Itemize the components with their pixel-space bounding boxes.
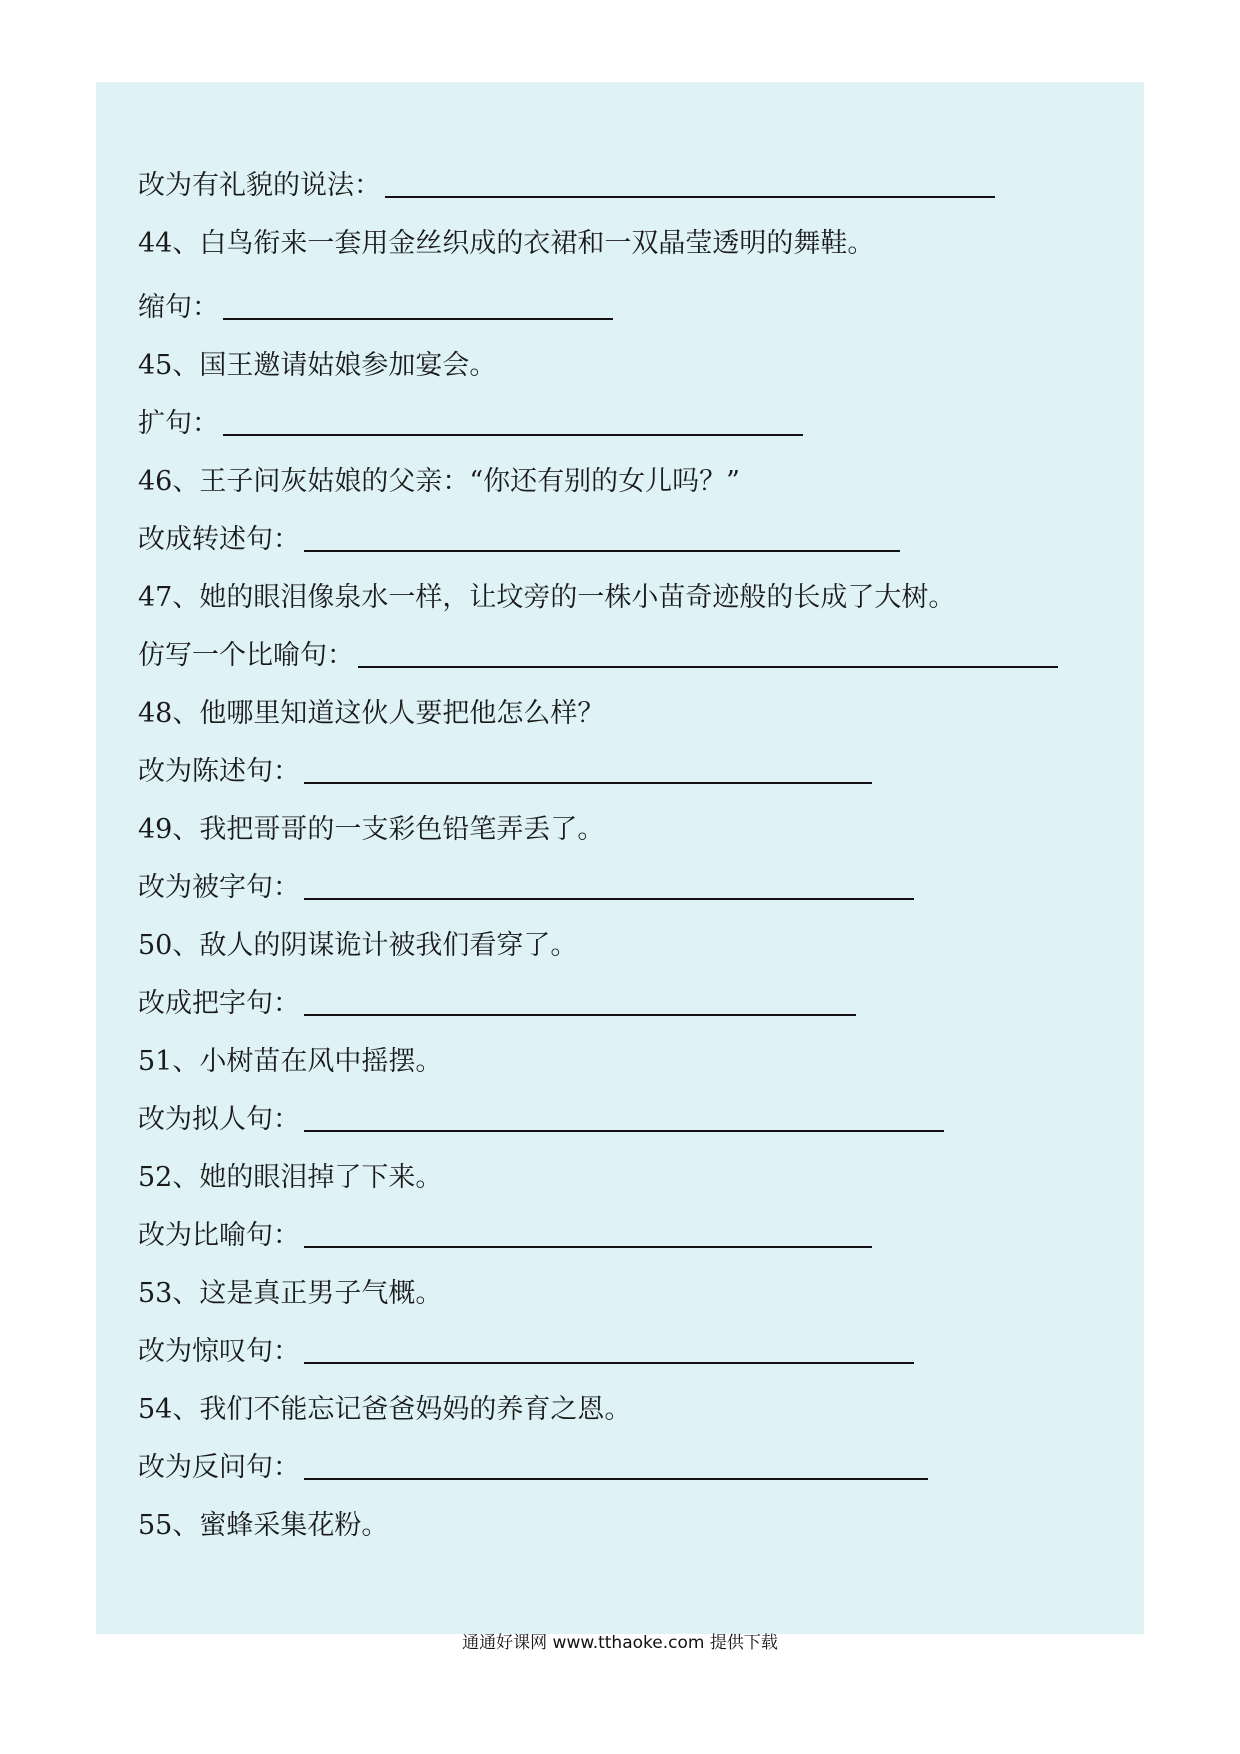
prompt-label: 仿写一个比喻句： bbox=[138, 640, 354, 671]
question-49 bbox=[138, 810, 604, 850]
prompt-label: 改成把字句： bbox=[138, 988, 300, 1019]
prompt-label: 改为比喻句： bbox=[138, 1220, 300, 1251]
answer-line-52 bbox=[138, 1216, 872, 1256]
question-text: 44、白鸟衔来一套用金丝织成的衣裙和一双晶莹透明的舞鞋。 bbox=[138, 228, 875, 259]
question-text: 47、她的眼泪像泉水一样，让坟旁的一株小苗奇迹般的长成了大树。 bbox=[138, 582, 956, 613]
question-text: 53、这是真正男子气概。 bbox=[138, 1278, 443, 1309]
answer-line-46 bbox=[138, 520, 900, 560]
prompt-label: 缩句： bbox=[138, 292, 219, 323]
answer-blank[interactable] bbox=[304, 1220, 872, 1248]
question-text: 45、国王邀请姑娘参加宴会。 bbox=[138, 350, 497, 381]
answer-line-54 bbox=[138, 1448, 928, 1488]
prompt-label: 改为被字句： bbox=[138, 872, 300, 903]
answer-blank[interactable] bbox=[358, 640, 1058, 668]
question-text: 52、她的眼泪掉了下来。 bbox=[138, 1162, 443, 1193]
answer-blank[interactable] bbox=[385, 170, 995, 198]
answer-blank[interactable] bbox=[304, 988, 856, 1016]
answer-line-53 bbox=[138, 1332, 914, 1372]
question-text: 51、小树苗在风中摇摆。 bbox=[138, 1046, 443, 1077]
question-48 bbox=[138, 694, 604, 734]
prompt-label: 改为反问句： bbox=[138, 1452, 300, 1483]
question-text: 48、他哪里知道这伙人要把他怎么样？ bbox=[138, 698, 605, 729]
answer-line-50 bbox=[138, 984, 856, 1024]
answer-blank[interactable] bbox=[304, 1452, 928, 1480]
answer-line-51 bbox=[138, 1100, 944, 1140]
question-text: 49、我把哥哥的一支彩色铅笔弄丢了。 bbox=[138, 814, 605, 845]
question-53 bbox=[138, 1274, 442, 1314]
prompt-label: 改为陈述句： bbox=[138, 756, 300, 787]
question-text: 46、王子问灰姑娘的父亲：“你还有别的女儿吗？” bbox=[138, 466, 740, 497]
question-54 bbox=[138, 1390, 631, 1430]
question-46 bbox=[138, 462, 740, 502]
answer-blank[interactable] bbox=[304, 1104, 944, 1132]
question-55 bbox=[138, 1506, 388, 1546]
question-52 bbox=[138, 1158, 442, 1198]
answer-line-45 bbox=[138, 404, 803, 444]
answer-line-48 bbox=[138, 752, 872, 792]
answer-blank[interactable] bbox=[304, 756, 872, 784]
question-47 bbox=[138, 578, 955, 618]
answer-line-47 bbox=[138, 636, 1058, 676]
question-51 bbox=[138, 1042, 442, 1082]
prompt-label: 改为拟人句： bbox=[138, 1104, 300, 1135]
answer-blank[interactable] bbox=[304, 1336, 914, 1364]
page-footer: 通通好课网 www.tthaoke.com 提供下载 bbox=[462, 1633, 778, 1653]
question-44 bbox=[138, 224, 874, 264]
answer-blank[interactable] bbox=[223, 408, 803, 436]
answer-line-polite bbox=[138, 166, 995, 206]
answer-line-44 bbox=[138, 288, 613, 328]
prompt-label: 改成转述句： bbox=[138, 524, 300, 555]
question-50 bbox=[138, 926, 577, 966]
answer-line-49 bbox=[138, 868, 914, 908]
answer-blank[interactable] bbox=[304, 524, 900, 552]
prompt-label: 改为惊叹句： bbox=[138, 1336, 300, 1367]
question-text: 55、蜜蜂采集花粉。 bbox=[138, 1510, 389, 1541]
prompt-label: 扩句： bbox=[138, 408, 219, 439]
question-45 bbox=[138, 346, 496, 386]
question-text: 50、敌人的阴谋诡计被我们看穿了。 bbox=[138, 930, 578, 961]
worksheet-panel bbox=[96, 82, 1144, 1634]
prompt-label: 改为有礼貌的说法： bbox=[138, 170, 381, 201]
question-text: 54、我们不能忘记爸爸妈妈的养育之恩。 bbox=[138, 1394, 632, 1425]
answer-blank[interactable] bbox=[304, 872, 914, 900]
answer-blank[interactable] bbox=[223, 292, 613, 320]
